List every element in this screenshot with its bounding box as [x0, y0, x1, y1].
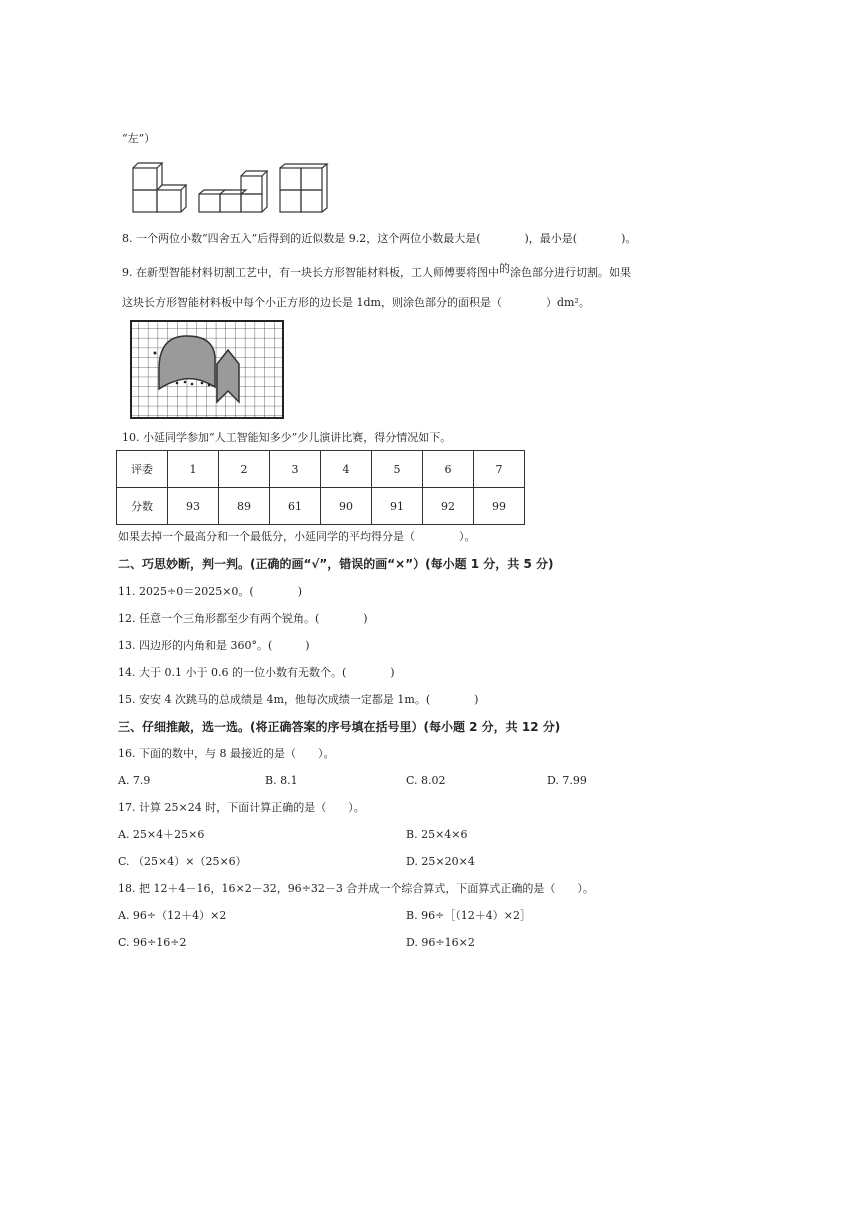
question-13: 13. 四边形的内角和是 360°。( )	[118, 639, 310, 652]
q18-option-a: A. 96÷（12＋4）×2	[118, 909, 227, 922]
score-cell: 89	[219, 488, 270, 525]
question-11: 11. 2025÷0＝2025×0。( )	[118, 585, 302, 598]
q18-option-d: D. 96÷16×2	[406, 936, 475, 949]
q16-option-b: B. 8.1	[265, 774, 298, 787]
q17-option-b: B. 25×4×6	[406, 828, 468, 841]
q16-option-d: D. 7.99	[547, 774, 587, 787]
judge-cell: 1	[168, 451, 219, 488]
cube-views-figure	[128, 160, 338, 218]
q9-text-a: 9. 在新型智能材料切割工艺中，有一块长方形智能材料板，工人师傅要将图中	[122, 266, 499, 279]
q17-option-a: A. 25×4＋25×6	[118, 828, 205, 841]
judge-cell: 7	[474, 451, 525, 488]
question-9-line-1	[122, 262, 631, 280]
row-label-judge: 评委	[117, 451, 168, 488]
judge-cell: 3	[270, 451, 321, 488]
judge-cell: 5	[372, 451, 423, 488]
judge-cell: 4	[321, 451, 372, 488]
question-10-tail: 如果去掉一个最高分和一个最低分，小延同学的平均得分是（ ）。	[118, 530, 476, 543]
grid-figure	[129, 319, 285, 420]
judge-cell: 6	[423, 451, 474, 488]
question-10: 10. 小延同学参加“人工智能知多少”少儿演讲比赛，得分情况如下。	[122, 431, 452, 444]
section-3-heading: 三、仔细推敲，选一选。(将正确答案的序号填在括号里）(每小题 2 分，共 12 分)	[118, 720, 561, 734]
row-label-score: 分数	[117, 488, 168, 525]
score-table	[116, 450, 525, 525]
score-cell: 61	[270, 488, 321, 525]
question-15: 15. 安安 4 次跳马的总成绩是 4m，他每次成绩一定都是 1m。( )	[118, 693, 479, 706]
q17-option-d: D. 25×20×4	[406, 855, 475, 868]
q17-option-c: C. （25×4）×（25×6）	[118, 855, 247, 868]
q18-option-b: B. 96÷［（12＋4）×2］	[406, 909, 532, 922]
question-16: 16. 下面的数中，与 8 最接近的是（ ）。	[118, 747, 335, 760]
score-cell: 91	[372, 488, 423, 525]
question-8: 8. 一个两位小数“四舍五入”后得到的近似数是 9.2，这个两位小数最大是( )，最小是( )。	[122, 232, 637, 245]
q18-option-c: C. 96÷16÷2	[118, 936, 187, 949]
q9-text-b: 的	[499, 262, 510, 275]
question-18: 18. 把 12＋4－16，16×2－32，96÷32－3 合并成一个综合算式，下面算式正确的是（ ）。	[118, 882, 594, 895]
score-cell: 92	[423, 488, 474, 525]
section-2-heading: 二、巧思妙断，判一判。(正确的画“√”，错误的画“×”）(每小题 1 分，共 5 分)	[118, 557, 554, 571]
score-cell: 99	[474, 488, 525, 525]
q9-text-c: 涂色部分进行切割。如果	[510, 266, 631, 279]
table-row	[117, 488, 525, 525]
question-14: 14. 大于 0.1 小于 0.6 的一位小数有无数个。( )	[118, 666, 395, 679]
score-cell: 90	[321, 488, 372, 525]
score-cell: 93	[168, 488, 219, 525]
table-row	[117, 451, 525, 488]
q16-option-a: A. 7.9	[118, 774, 151, 787]
judge-cell: 2	[219, 451, 270, 488]
q16-option-c: C. 8.02	[406, 774, 446, 787]
question-9-line-2: 这块长方形智能材料板中每个小正方形的边长是 1dm，则涂色部分的面积是（ ）dm²。	[122, 296, 590, 309]
question-17: 17. 计算 25×24 时，下面计算正确的是（ ）。	[118, 801, 365, 814]
question-12: 12. 任意一个三角形都至少有两个锐角。( )	[118, 612, 368, 625]
q7-tail: “左”）	[122, 132, 156, 145]
